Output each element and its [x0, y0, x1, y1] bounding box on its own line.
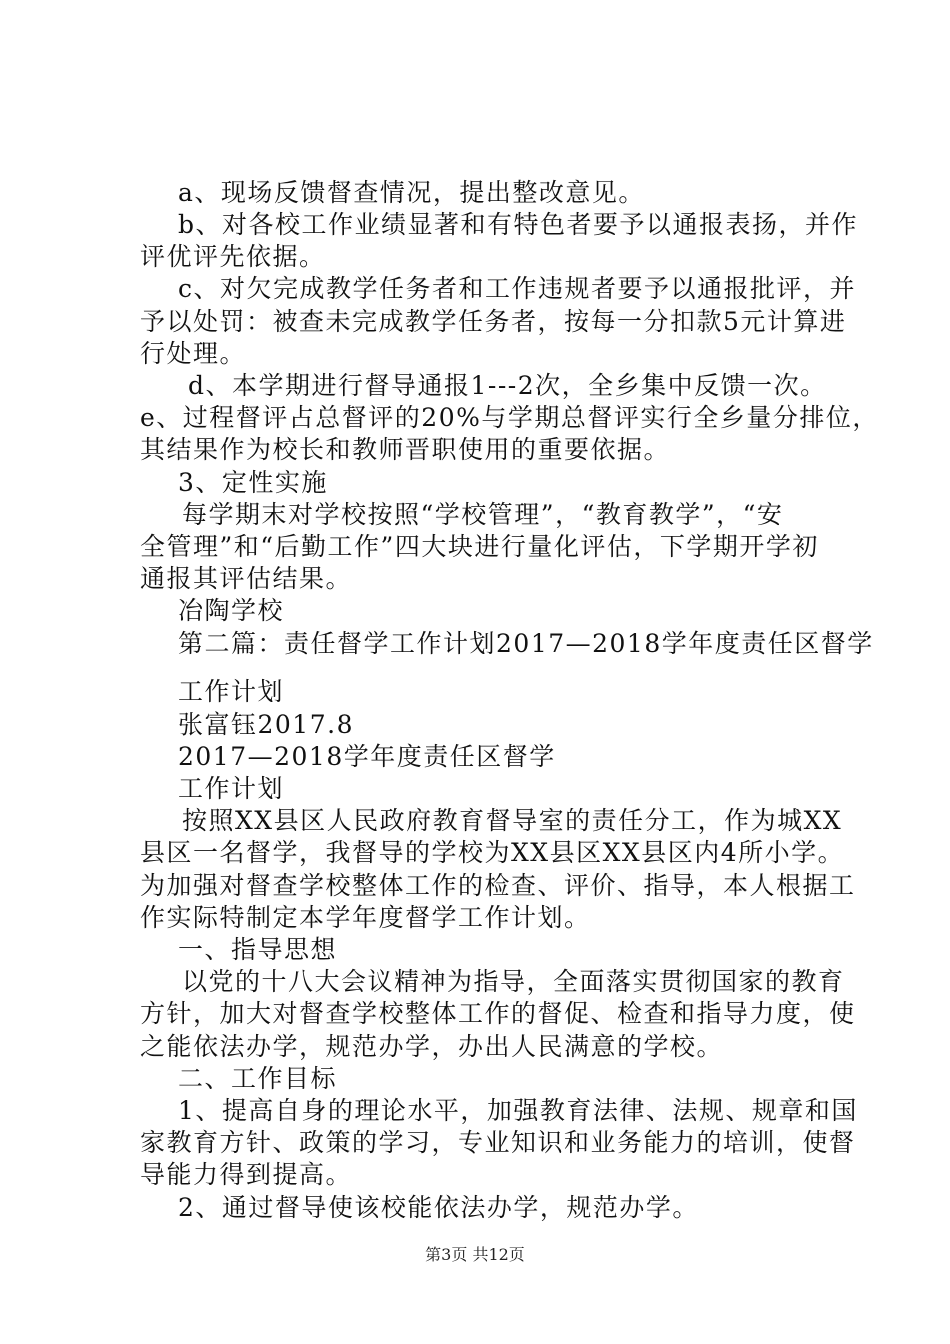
text-line: 3、定性实施	[178, 468, 328, 497]
text-line: 作实际特制定本学年度督学工作计划。	[140, 903, 591, 932]
text-line: 全管理”和“后勤工作”四大块进行量化评估，下学期开学初	[140, 532, 819, 561]
text-line: 之能依法办学，规范办学，办出人民满意的学校。	[140, 1032, 724, 1061]
text-line: 一、指导思想	[178, 935, 338, 964]
text-line: 县区一名督学，我督导的学校为XX县区XX县区内4所小学。	[140, 838, 845, 867]
text-line: 工作计划	[178, 774, 285, 803]
text-line: b、对各校工作业绩显著和有特色者要予以通报表扬，并作	[178, 210, 859, 239]
text-line: e、过程督评占总督评的20%与学期总督评实行全乡量分排位，	[140, 403, 879, 432]
text-line: 二、工作目标	[178, 1064, 338, 1093]
page-footer: 第3页 共12页	[425, 1245, 525, 1264]
text-line: 行处理。	[140, 339, 247, 368]
section-heading: 第二篇：责任督学工作计划2017—2018学年度责任区督学	[178, 629, 874, 658]
text-line: c、对欠完成教学任务者和工作违规者要予以通报批评，并	[178, 274, 857, 303]
text-line: 予以处罚：被查未完成教学任务者，按每一分扣款5元计算进	[140, 307, 847, 336]
text-line: 每学期末对学校按照“学校管理”，“教育教学”，“安	[182, 500, 784, 529]
text-line: 冶陶学校	[178, 596, 285, 625]
text-line: 评优评先依据。	[140, 242, 326, 271]
text-line: 方针，加大对督查学校整体工作的督促、检查和指导力度，使	[140, 999, 856, 1028]
text-line: 张富钰2017.8	[178, 710, 354, 739]
text-line: 家教育方针、政策的学习，专业知识和业务能力的培训，使督	[140, 1128, 856, 1157]
text-line: 1、提高自身的理论水平，加强教育法律、法规、规章和国	[178, 1096, 858, 1125]
text-line: 工作计划	[178, 677, 285, 706]
text-line: 为加强对督查学校整体工作的检查、评价、指导，本人根据工	[140, 871, 856, 900]
text-line: 以党的十八大会议精神为指导，全面落实贯彻国家的教育	[182, 967, 845, 996]
text-line: 通报其评估结果。	[140, 564, 353, 593]
text-line: 2、通过督导使该校能依法办学，规范办学。	[178, 1193, 699, 1222]
text-line: 按照XX县区人民政府教育督导室的责任分工，作为城XX	[182, 806, 843, 835]
text-line: 其结果作为校长和教师晋职使用的重要依据。	[140, 435, 671, 464]
text-line: d、本学期进行督导通报1---2次，全乡集中反馈一次。	[188, 371, 827, 400]
text-line: 导能力得到提高。	[140, 1160, 353, 1189]
text-line: 2017—2018学年度责任区督学	[178, 742, 556, 771]
text-line: a、现场反馈督查情况，提出整改意见。	[178, 178, 645, 207]
